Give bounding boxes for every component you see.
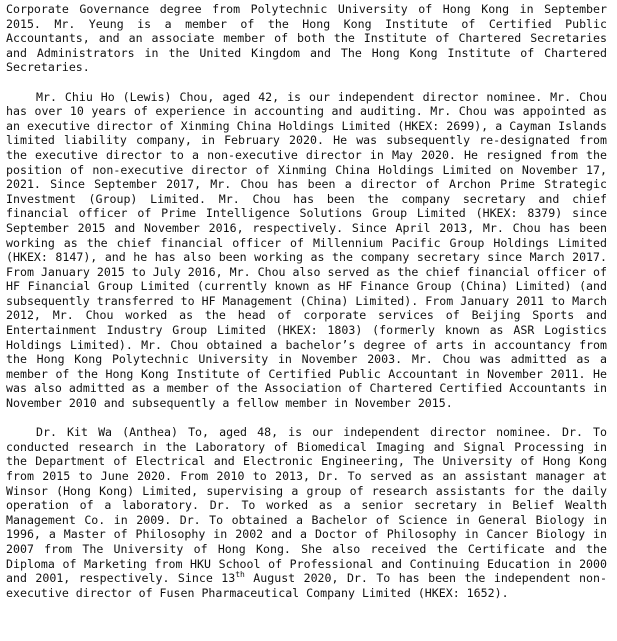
paragraph-to-bio [6, 425, 607, 600]
to-bio-text-part-1: Dr. Kit Wa (Anthea) To, aged 48, is our independent director nominee. Dr. To conducted research in the Laboratory of Biomedical Imaging and Signal Processing in the Department of Electrical and Electronic Engineering, The University of Hong Kong from 2015 to June 2020. From 2010 to 2013, Dr. To served as an assistant manager at Winsor (Hong Kong) Limited, supervising a group of research assistants for the daily operation of a laboratory. Dr. To worked as a senior secretary in Belief Wealth Management Co. in 2009. Dr. To obtained a Bachelor of Science in General Biology in 1996, a Master of Philosophy in 2002 and a Doctor of Philosophy in Cancer Biology in 2007 from The University of Hong Kong. She also received the Certificate and the Diploma of Marketing from HKU School of Professional and Continuing Education in 2000 and 2001, respectively. Since 13 [6, 425, 607, 586]
paragraph-yeung-continuation: Corporate Governance degree from Polytechnic University of Hong Kong in September 2015. Mr. Yeung is a member of the Hong Kong Institute of Certified Public Accountants, and an associate member of both the Institute of Chartered Secretaries and Administrators in the United Kingdom and The Hong Kong Institute of Chartered Secretaries. [6, 2, 607, 75]
ordinal-superscript: th [235, 570, 245, 580]
paragraph-spacer [6, 75, 607, 90]
paragraph-chou-bio: Mr. Chiu Ho (Lewis) Chou, aged 42, is our independent director nominee. Mr. Chou has over 10 years of experience in accounting and auditing. Mr. Chou was appointed as an executive director of Xinming China Holdings Limited (HKEX: 2699), a Cayman Islands limited liability company, in February 2020. He was subsequently re-designated from the executive director to a non-executive director in May 2020. He resigned from the position of non-executive director of Xinming China Holdings Limited on November 17, 2021. Since September 2017, Mr. Chou has been a director of Archon Prime Strategic Investment (Group) Limited. Mr. Chou has been the company secretary and chief financial officer of Prime Intelligence Solutions Group Limited (HKEX: 8379) since September 2015 and November 2016, respectively. Since April 2013, Mr. Chou has been working as the chief financial officer of Millennium Pacific Group Holdings Limited (HKEX: 8147), and he has also been working as the company secretary since March 2017. From January 2015 to July 2016, Mr. Chou also served as the chief financial officer of HF Financial Group Limited (currently known as HF Finance Group (China) Limited) (and subsequently transferred to HF Management (China) Limited). From January 2011 to March 2012, Mr. Chou worked as the head of corporate services of Beijing Sports and Entertainment Industry Group Limited (HKEX: 1803) (formerly known as ASR Logistics Holdings Limited). Mr. Chou obtained a bachelor’s degree of arts in accountancy from the Hong Kong Polytechnic University in November 2003. Mr. Chou was admitted as a member of the Hong Kong Institute of Certified Public Accountant in November 2011. He was also admitted as a member of the Association of Chartered Certified Accountants in November 2010 and subsequently a fellow member in November 2015. [6, 89, 607, 411]
paragraph-spacer [6, 411, 607, 426]
document-page [6, 2, 607, 600]
to-bio-text-part-2: August 2020, Dr. To has been the independent non-executive director of Fusen Pharmaceutical Company Limited (HKEX: 1652). [6, 571, 607, 600]
